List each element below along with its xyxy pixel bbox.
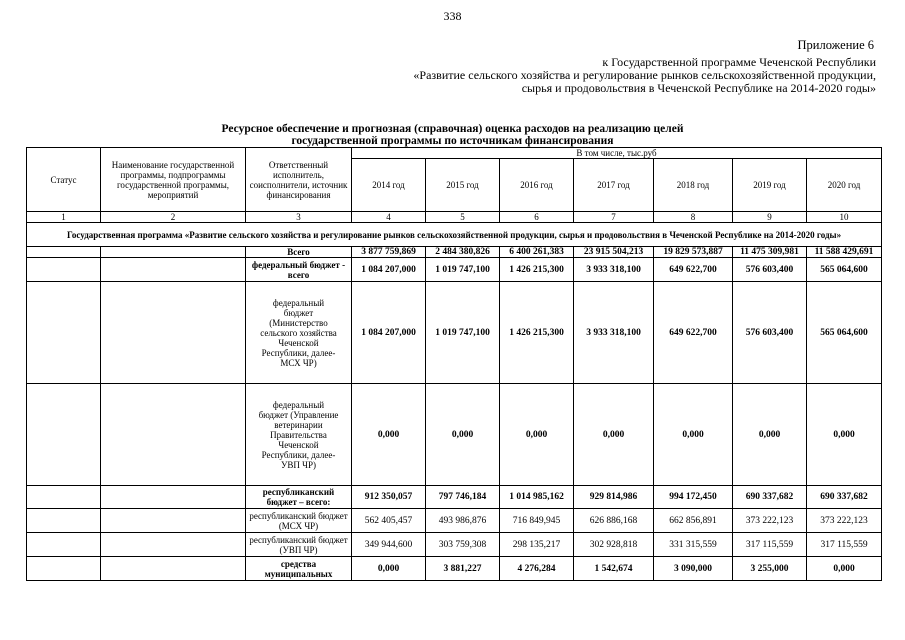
header-row <box>27 148 882 159</box>
value-cell: 1 084 207,000 <box>352 282 426 384</box>
value-cell: 626 886,168 <box>574 509 654 533</box>
status-cell <box>27 557 101 581</box>
appendix-line: к Государственной программе Чеченской Республики <box>602 55 876 69</box>
value-cell: 662 856,891 <box>654 509 733 533</box>
page-number: 338 <box>443 9 462 23</box>
col-number: 3 <box>246 212 352 223</box>
value-cell: 1 019 747,100 <box>426 258 500 282</box>
value-cell: 317 115,559 <box>733 533 807 557</box>
value-cell: 3 090,000 <box>654 557 733 581</box>
status-cell <box>27 258 101 282</box>
column-number-row <box>27 212 882 223</box>
value-cell: 19 829 573,887 <box>654 247 733 258</box>
value-cell: 716 849,945 <box>500 509 574 533</box>
value-cell: 349 944,600 <box>352 533 426 557</box>
header-including: В том числе, тыс.руб <box>352 148 882 159</box>
status-cell <box>27 282 101 384</box>
value-cell: 576 603,400 <box>733 258 807 282</box>
value-cell: 6 400 261,383 <box>500 247 574 258</box>
value-cell: 0,000 <box>733 384 807 486</box>
value-cell: 331 315,559 <box>654 533 733 557</box>
title-line-1: Ресурсное обеспечение и прогнозная (справочная) оценка расходов на реализацию целей <box>221 123 684 135</box>
document-title <box>0 123 905 147</box>
col-number: 8 <box>654 212 733 223</box>
value-cell: 0,000 <box>500 384 574 486</box>
value-cell: 0,000 <box>352 557 426 581</box>
value-cell: 649 622,700 <box>654 282 733 384</box>
col-number: 2 <box>101 212 246 223</box>
program-title: Государственная программа «Развитие сельского хозяйства и регулирование рынков сельскохозяйственной продукции, сырья и продовольствия в Чеченской Республике на 2014-2020 годы» <box>27 223 882 247</box>
name-cell <box>101 533 246 557</box>
table-row <box>27 384 882 486</box>
value-cell: 298 135,217 <box>500 533 574 557</box>
value-cell: 1 084 207,000 <box>352 258 426 282</box>
value-cell: 302 928,818 <box>574 533 654 557</box>
value-cell: 690 337,682 <box>733 486 807 509</box>
source-label: Всего <box>246 247 352 258</box>
name-cell <box>101 282 246 384</box>
header-status: Статус <box>27 148 101 212</box>
appendix-line: «Развитие сельского хозяйства и регулирование рынков сельскохозяйственной продукции, <box>413 68 876 82</box>
value-cell: 1 014 985,162 <box>500 486 574 509</box>
appendix-label: Приложение 6 <box>797 38 874 52</box>
value-cell: 3 877 759,869 <box>352 247 426 258</box>
value-cell: 1 426 215,300 <box>500 282 574 384</box>
value-cell: 3 933 318,100 <box>574 258 654 282</box>
value-cell: 649 622,700 <box>654 258 733 282</box>
value-cell: 994 172,450 <box>654 486 733 509</box>
value-cell: 690 337,682 <box>807 486 882 509</box>
value-cell: 11 588 429,691 <box>807 247 882 258</box>
value-cell: 0,000 <box>426 384 500 486</box>
table-row <box>27 247 882 258</box>
value-cell: 912 350,057 <box>352 486 426 509</box>
header-year: 2017 год <box>574 159 654 212</box>
source-label: федеральный бюджет - всего <box>246 258 352 282</box>
value-cell: 317 115,559 <box>807 533 882 557</box>
value-cell: 303 759,308 <box>426 533 500 557</box>
header-year: 2016 год <box>500 159 574 212</box>
value-cell: 3 881,227 <box>426 557 500 581</box>
value-cell: 797 746,184 <box>426 486 500 509</box>
status-cell <box>27 384 101 486</box>
value-cell: 1 426 215,300 <box>500 258 574 282</box>
value-cell: 0,000 <box>352 384 426 486</box>
header-year: 2019 год <box>733 159 807 212</box>
header-executor: Ответственный исполнитель, соисполнители, источник финансирования <box>246 148 352 212</box>
name-cell <box>101 384 246 486</box>
header-year: 2015 год <box>426 159 500 212</box>
col-number: 10 <box>807 212 882 223</box>
value-cell: 4 276,284 <box>500 557 574 581</box>
name-cell <box>101 557 246 581</box>
source-label: федеральный бюджет (Министерство сельского хозяйства Чеченской Республики, далее-МСХ ЧР) <box>246 282 352 384</box>
value-cell: 3 255,000 <box>733 557 807 581</box>
value-cell: 576 603,400 <box>733 282 807 384</box>
value-cell: 2 484 380,826 <box>426 247 500 258</box>
col-number: 1 <box>27 212 101 223</box>
value-cell: 0,000 <box>807 384 882 486</box>
program-row <box>27 223 882 247</box>
table-row <box>27 509 882 533</box>
status-cell <box>27 486 101 509</box>
source-label: федеральный бюджет (Управление ветеринарии Правительства Чеченской Республики, далее-УВП ЧР) <box>246 384 352 486</box>
value-cell: 0,000 <box>654 384 733 486</box>
appendix-line: сырья и продовольствия в Чеченской Республике на 2014-2020 годы» <box>521 81 876 95</box>
value-cell: 373 222,123 <box>733 509 807 533</box>
name-cell <box>101 247 246 258</box>
value-cell: 562 405,457 <box>352 509 426 533</box>
status-cell <box>27 533 101 557</box>
name-cell <box>101 258 246 282</box>
value-cell: 1 542,674 <box>574 557 654 581</box>
name-cell <box>101 509 246 533</box>
status-cell <box>27 509 101 533</box>
appendix-reference <box>413 56 876 95</box>
header-year: 2018 год <box>654 159 733 212</box>
value-cell: 23 915 504,213 <box>574 247 654 258</box>
col-number: 4 <box>352 212 426 223</box>
value-cell: 0,000 <box>807 557 882 581</box>
value-cell: 3 933 318,100 <box>574 282 654 384</box>
value-cell: 0,000 <box>574 384 654 486</box>
source-label: республиканский бюджет (УВП ЧР) <box>246 533 352 557</box>
header-year: 2020 год <box>807 159 882 212</box>
value-cell: 1 019 747,100 <box>426 282 500 384</box>
col-number: 9 <box>733 212 807 223</box>
col-number: 6 <box>500 212 574 223</box>
col-number: 5 <box>426 212 500 223</box>
table-row <box>27 557 882 581</box>
table-row <box>27 282 882 384</box>
source-label: республиканский бюджет (МСХ ЧР) <box>246 509 352 533</box>
value-cell: 373 222,123 <box>807 509 882 533</box>
header-name: Наименование государственной программы, подпрограммы государственной программы, мероприятий <box>101 148 246 212</box>
value-cell: 565 064,600 <box>807 282 882 384</box>
table-row <box>27 533 882 557</box>
name-cell <box>101 486 246 509</box>
source-label: республиканский бюджет – всего: <box>246 486 352 509</box>
value-cell: 11 475 309,981 <box>733 247 807 258</box>
resource-table <box>26 147 882 581</box>
source-label: средства муниципальных <box>246 557 352 581</box>
value-cell: 565 064,600 <box>807 258 882 282</box>
status-cell <box>27 247 101 258</box>
header-year: 2014 год <box>352 159 426 212</box>
table-row <box>27 486 882 509</box>
value-cell: 493 986,876 <box>426 509 500 533</box>
value-cell: 929 814,986 <box>574 486 654 509</box>
title-line-2: государственной программы по источникам финансирования <box>291 135 614 147</box>
table-row <box>27 258 882 282</box>
col-number: 7 <box>574 212 654 223</box>
